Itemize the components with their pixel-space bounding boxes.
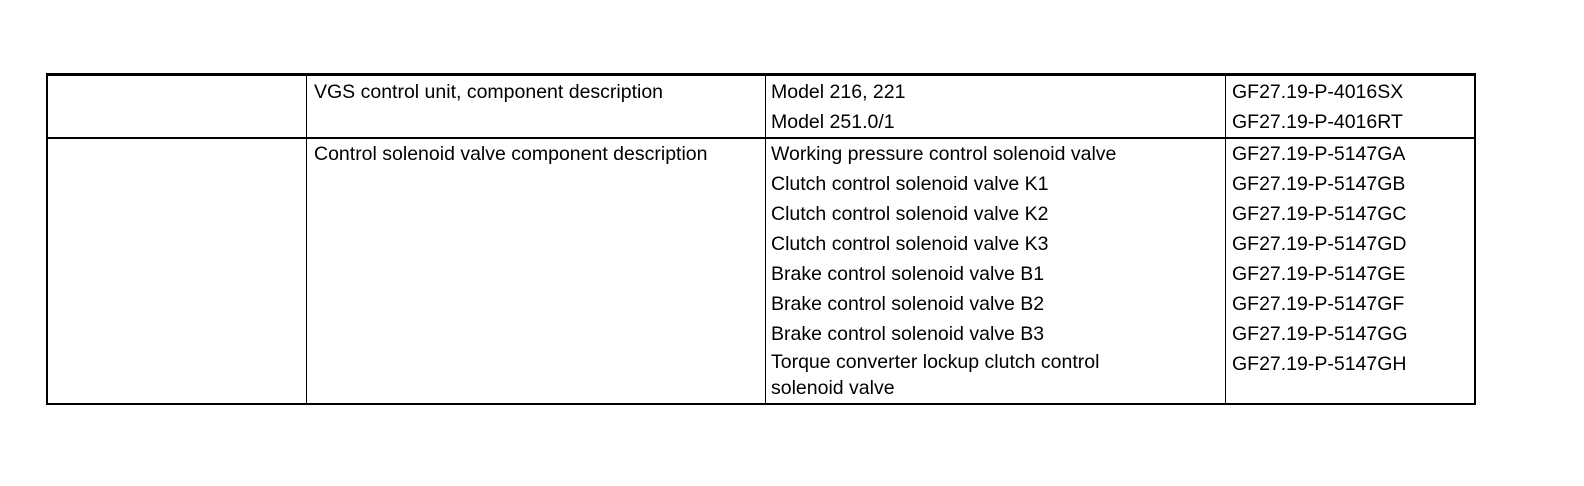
item-cell: Brake control solenoid valve B3 [766,319,1226,349]
table-row [47,138,1475,169]
item-cell: Model 251.0/1 [766,107,1226,138]
item-cell: Brake control solenoid valve B2 [766,289,1226,319]
item-cell [766,349,1226,404]
reference-link[interactable]: GF27.19-P-5147GA [1226,138,1476,169]
reference-link[interactable]: GF27.19-P-4016RT [1232,111,1403,133]
reference-link[interactable]: GF27.19-P-5147GD [1232,233,1407,255]
group-heading: VGS control unit, component description [307,75,766,139]
reference-link[interactable]: GF27.19-P-5147GC [1232,203,1407,225]
reference-link[interactable]: GF27.19-P-5147GG [1232,323,1408,345]
table-row [47,75,1475,108]
item-cell: Clutch control solenoid valve K1 [766,169,1226,199]
reference-link[interactable]: GF27.19-P-5147GF [1232,293,1405,315]
group-heading: Control solenoid valve component description [307,138,766,404]
blank-cell [47,75,307,139]
reference-link[interactable]: GF27.19-P-5147GE [1232,263,1406,285]
item-text: Torque converter lockup clutch control solenoid valve [771,351,1100,399]
item-cell: Working pressure control solenoid valve [766,138,1226,169]
item-cell: Brake control solenoid valve B1 [766,259,1226,289]
blank-cell [47,138,307,404]
reference-link[interactable]: GF27.19-P-4016SX [1232,81,1404,103]
reference-link[interactable]: GF27.19-P-5147GB [1232,173,1406,195]
reference-link[interactable]: GF27.19-P-5147GH [1232,353,1407,375]
item-cell: Clutch control solenoid valve K2 [766,199,1226,229]
item-cell: Model 216, 221 [766,75,1226,108]
reference-table [46,73,1476,405]
item-cell: Clutch control solenoid valve K3 [766,229,1226,259]
